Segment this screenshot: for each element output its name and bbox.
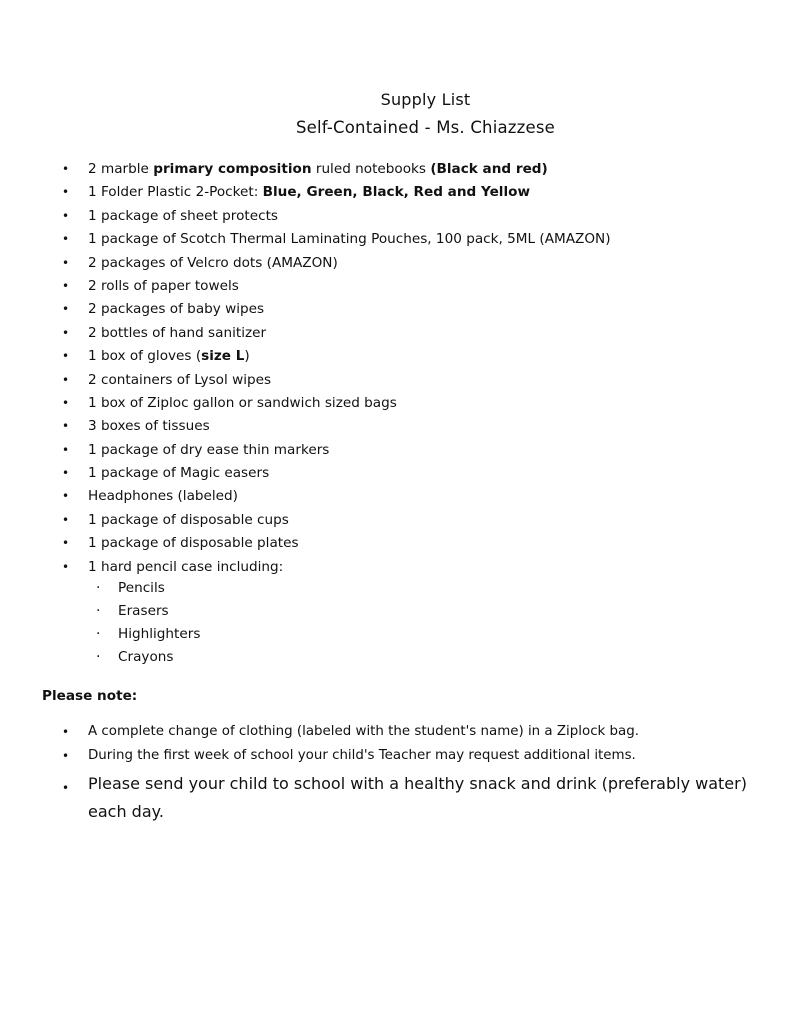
note-item: • A complete change of clothing (labeled with the student's name) in a Ziplock bag.	[62, 722, 752, 742]
supply-item	[62, 533, 611, 556]
supply-item-text: ruled notebooks	[311, 161, 431, 177]
supply-item-text: 2 rolls of paper towels	[88, 277, 239, 294]
supply-item-emphasis: size L	[201, 348, 245, 365]
supply-item	[62, 206, 611, 229]
supply-item-text: )	[244, 348, 250, 365]
supply-item-text: 1 box of Ziploc gallon or sandwich sized bags	[88, 394, 397, 411]
pencil-case-item: · Pencils	[96, 578, 200, 601]
supply-item-text: 1 package of sheet protects	[88, 207, 278, 224]
page-title: Supply List	[380, 90, 471, 109]
supply-item-emphasis: primary composition	[153, 161, 312, 177]
supply-item	[62, 299, 611, 322]
supply-item	[62, 229, 611, 252]
supply-item-text: 2 containers of Lysol wipes	[88, 371, 272, 388]
supply-item-text: 3 boxes of tissues	[88, 418, 210, 435]
supply-item	[62, 253, 611, 276]
supply-item-text: 1 package of disposable plates	[88, 535, 299, 552]
supply-item	[62, 416, 611, 439]
supply-item-text: 2 packages of Velcro dots (AMAZON)	[88, 254, 338, 271]
supply-item-text: 1 package of disposable cups	[88, 511, 289, 528]
supply-item-text: 1 hard pencil case including:	[88, 558, 284, 575]
supply-item	[62, 323, 611, 346]
supply-item	[62, 276, 611, 299]
supply-item	[62, 486, 611, 509]
note-item: • During the first week of school your child's Teacher may request additional items.	[62, 746, 752, 766]
supply-item	[62, 510, 611, 533]
supply-item	[62, 182, 611, 205]
notes-list	[62, 722, 752, 830]
supply-item	[62, 440, 611, 463]
supply-list	[62, 159, 611, 580]
supply-item-text: 1 Folder Plastic 2-Pocket:	[88, 184, 263, 201]
pencil-case-item: · Crayons	[96, 647, 200, 670]
page-subtitle: Self-Contained - Ms. Chiazzese	[295, 118, 556, 137]
supply-item	[62, 557, 611, 580]
pencil-case-list	[96, 578, 200, 670]
supply-item-text: 2 bottles of hand sanitizer	[88, 324, 267, 341]
supply-item-text: 1 package of dry ease thin markers	[88, 441, 330, 458]
pencil-case-item: · Erasers	[96, 601, 200, 624]
supply-item-emphasis: Blue, Green, Black, Red and Yellow	[262, 184, 531, 201]
pencil-case-item: · Highlighters	[96, 624, 200, 647]
supply-item-text: Headphones (labeled)	[88, 488, 238, 505]
supply-item	[62, 346, 611, 369]
note-item: • Please send your child to school with a healthy snack and drink (preferably water) each day.	[62, 770, 752, 826]
supply-item-text: 2 packages of baby wipes	[88, 301, 265, 318]
supply-item-text: 1 box of gloves (	[88, 348, 202, 365]
supply-item	[62, 370, 611, 393]
supply-item-text: 1 package of Scotch Thermal Laminating Pouches, 100 pack, 5ML (AMAZON)	[88, 231, 611, 248]
supply-item	[62, 463, 611, 486]
supply-item-text: 1 package of Magic easers	[88, 465, 270, 482]
supply-item-text: 2 marble	[88, 161, 154, 177]
note-heading: Please note:	[42, 688, 138, 704]
supply-item-emphasis: (Black and red)	[430, 161, 548, 177]
supply-item	[62, 393, 611, 416]
supply-item	[62, 159, 611, 182]
